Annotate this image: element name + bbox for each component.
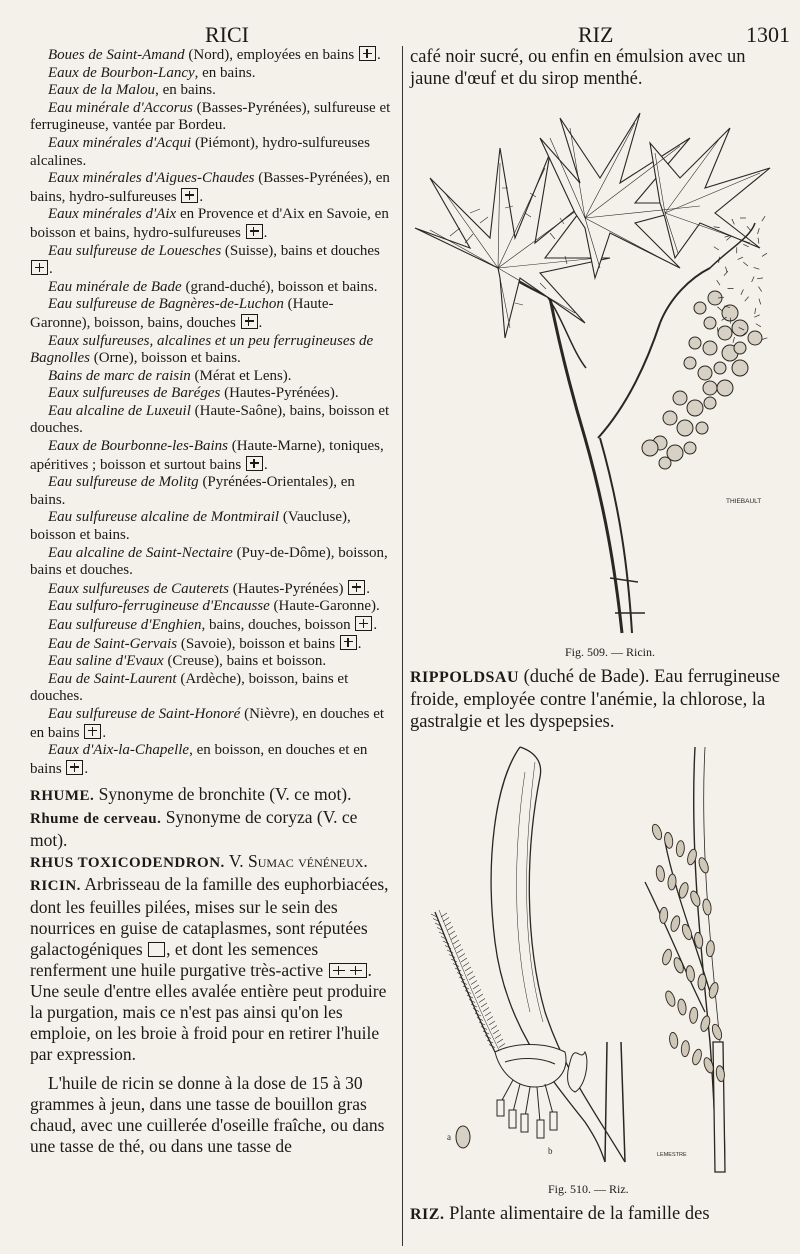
water-details: (Hautes-Pyrénées) [228, 580, 344, 597]
ricin-continuation: café noir sucré, ou enfin en émulsion avec un jaune d'œuf et du sirop menthé. [410, 47, 746, 89]
entry-ricin-text-1: Arbrisseau de la famille des euphorbiacées, dont les feuilles pilées, mises sur le sein des nourrices en guise de cataplasmes, sont réputées galactogéniques [30, 874, 389, 960]
plus-box-icon [181, 188, 198, 203]
mineral-water-entry [30, 545, 392, 580]
column-divider [402, 46, 403, 1246]
water-details: (grand-duché), boisson et bains. [181, 278, 378, 295]
plus-box-icon [348, 580, 365, 595]
water-name: Eau sulfureuse de Louesches [48, 242, 222, 259]
water-details: (Orne), boisson et bains. [90, 350, 241, 367]
water-name: Eaux minérales d'Aix [48, 206, 177, 223]
water-details: (Pyrénées-Orientales), en bains. [30, 474, 355, 508]
entry-ricin [30, 874, 392, 1065]
water-details: (Haute-Marne), toniques, apéritives ; boisson et surtout bains [30, 438, 384, 473]
water-details: (Vaucluse), boisson et bains. [30, 509, 351, 544]
water-details: (Creuse), bains et boisson. [163, 653, 327, 670]
entry-rippoldsau-head: RIPPOLDSAU [410, 669, 520, 686]
page-header [0, 10, 800, 47]
mineral-water-entry [30, 598, 392, 616]
entry-rippoldsau-text: (duché de Bade). Eau ferrugineuse froide, employée contre l'anémie, la chlorose, la gastralgie et les dyspepsies. [410, 667, 780, 732]
mineral-water-entry: Eau sulfureuse de Louesches (Suisse), bains et douches . [30, 243, 392, 279]
ricin-plant-illustration [410, 108, 800, 638]
water-details: (Mérat et Lens). [190, 367, 292, 384]
entry-riz-text: Plante alimentaire de la famille des [444, 1204, 710, 1224]
mineral-water-entry: Eaux sulfureuses de Cauterets (Hautes-Pyrénées) . [48, 580, 370, 597]
mineral-water-entry [30, 368, 392, 386]
entry-rhume-cerveau-head: Rhume de cerveau. [30, 811, 162, 828]
water-details: , en boisson, en douches et en bains [30, 742, 368, 777]
running-head-left: RICI [205, 22, 249, 47]
water-name: Eau de Saint-Laurent [48, 670, 177, 687]
fruit-capsules [642, 291, 762, 469]
entry-ricin-head: RICIN. [30, 878, 81, 895]
page-number: 1301 [746, 22, 790, 47]
mineral-water-entry: Eaux d'Aix-la-Chapelle, en boisson, en douches et en bains . [30, 742, 368, 777]
water-name: Eau minérale d'Accorus [48, 99, 193, 116]
entry-rhus-head: RHUS TOXICODENDRON. [30, 855, 225, 872]
fig510-label-b: b [548, 1146, 553, 1156]
mineral-water-entry [30, 653, 392, 671]
entry-rippoldsau [410, 666, 790, 733]
right-column [410, 46, 790, 90]
entry-riz [410, 1203, 790, 1226]
entry-rhume-cerveau-text: Synonyme de coryza (V. ce mot). [30, 807, 358, 851]
water-name: Eaux minérales d'Aigues-Chaudes [48, 170, 255, 187]
mineral-water-entry [30, 671, 392, 706]
fig510-caption: Fig. 510. — Riz. [548, 1182, 629, 1196]
plus-box-icon [84, 724, 101, 739]
water-details: , bains, douches, boisson [201, 617, 351, 633]
mineral-water-entry: Eau sulfureuse de Saint-Honoré (Nièvre), en douches et en bains . [30, 705, 385, 741]
water-name: Eau de Saint-Gervais [48, 635, 178, 652]
mineral-water-entry: Eaux de Bourbonne-les-Bains (Haute-Marne), toniques, apéritives ; boisson et surtout bains . [30, 438, 384, 473]
mineral-water-entry [30, 333, 392, 368]
plus-box-icon [359, 46, 376, 61]
water-name: Eau sulfuro-ferrugineuse d'Encausse [48, 598, 270, 615]
entry-rhume-text: Synonyme de bronchite (V. ce mot). [94, 784, 352, 805]
water-details: en Provence et d'Aix en Savoie, en boisson et bains, hydro-sulfureuses [30, 206, 389, 241]
water-name: Eau minérale de Bade [48, 278, 182, 295]
mineral-water-entry [30, 474, 392, 509]
mineral-water-entry [30, 65, 392, 83]
water-name: Eaux de la Malou [48, 82, 156, 99]
entry-ricin-text-3: . Une seule d'entre elles avalée entière peut produire la purgation, mais ce n'est pas ainsi qu'on les emploie, on les broie à froid pour en retirer l'huile par expression. [30, 960, 387, 1065]
water-details: (Nièvre), en douches et en bains [30, 705, 385, 741]
mineral-waters-list [30, 46, 392, 778]
water-name: Eau saline d'Evaux [48, 653, 164, 670]
plus-box-icon [246, 456, 263, 471]
plus-box-icon [241, 314, 258, 329]
water-details: (Haute-Garonne), boisson, bains, douches [30, 296, 334, 331]
entry-ricin-text-2: , et dont les semences renferment une huile purgative très-active [30, 939, 324, 981]
plus-box-icon [340, 635, 357, 650]
water-details: (Piémont), hydro-sulfureuses alcalines. [30, 134, 370, 169]
water-name: Eaux sulfureuses de Cauterets [48, 580, 229, 597]
water-name: Eau sulfureuse de Molitg [48, 474, 199, 491]
water-name: Eaux sulfureuses de Baréges [48, 385, 221, 402]
double-plus-box-icon [329, 963, 367, 978]
mineral-water-entry: Eau sulfureuse de Bagnères-de-Luchon (Haute-Garonne), boisson, bains, douches . [30, 296, 334, 331]
entry-rhume-cerveau [30, 807, 392, 851]
water-name: Eaux sulfureuses, alcalines et un peu ferrugineuses de Bagnolles [30, 332, 374, 367]
water-details: , en bains. [194, 64, 256, 81]
plus-box-icon [246, 224, 263, 239]
mineral-water-entry [30, 82, 392, 100]
water-details: (Ardèche), boisson, bains et douches. [30, 670, 349, 705]
running-head-right: RIZ [578, 22, 614, 47]
water-name: Eau sulfureuse de Saint-Honoré [48, 705, 241, 722]
fig509-signature: THIEBAULT [726, 498, 762, 505]
empty-square-icon [148, 942, 165, 957]
water-details: (Suisse), bains et douches [221, 242, 380, 259]
water-name: Eau sulfureuse de Bagnères-de-Luchon [48, 296, 284, 313]
mineral-water-entry [30, 279, 392, 297]
mineral-water-entry: Boues de Saint-Amand (Nord), employées en bains . [48, 47, 381, 63]
plus-box-icon [31, 260, 48, 275]
water-details: (Basses-Pyrénées), en bains, hydro-sulfureuses [30, 170, 390, 205]
entry-rhume [30, 784, 392, 807]
entry-rhus-text: V. Sumac vénéneux. [224, 851, 368, 872]
entry-riz-head: RIZ. [410, 1206, 445, 1223]
water-name: Eau alcaline de Saint-Nectaire [48, 544, 233, 561]
entry-rhus [30, 851, 392, 874]
mineral-water-entry [30, 100, 392, 135]
water-details: (Basses-Pyrénées), sulfureuse et ferrugineuse, vantée par Bordeu. [30, 99, 391, 134]
mineral-water-entry: Eaux minérales d'Aigues-Chaudes (Basses-Pyrénées), en bains, hydro-sulfureuses . [30, 170, 390, 205]
plus-box-icon [66, 760, 83, 775]
water-name: Eau sulfureuse d'Enghien [48, 617, 202, 633]
water-details: (Haute-Saône), bains, boisson et douches. [30, 402, 390, 437]
fig510-label-a: a [447, 1132, 451, 1142]
water-name: Eaux minérales d'Acqui [48, 134, 192, 151]
mineral-water-entry [30, 135, 392, 170]
mineral-water-entry [30, 385, 392, 403]
mineral-water-entry: Eaux minérales d'Aix en Provence et d'Aix en Savoie, en boisson et bains, hydro-sulfureuses . [30, 206, 389, 241]
water-name: Eaux de Bourbon-Lancy [48, 64, 195, 81]
water-details: (Puy-de-Dôme), boisson, bains et douches. [30, 544, 388, 579]
water-name: Eaux de Bourbonne-les-Bains [48, 438, 228, 455]
ricin-oil-paragraph: L'huile de ricin se donne à la dose de 15 à 30 grammes à jeun, dans une tasse de bouillon gras chaud, avec une cuillerée d'oseille fraîche, ou dans une tasse de thé, ou dans une tasse de [30, 1073, 385, 1157]
mineral-water-entry: Eau sulfureuse d'Enghien, bains, douches, boisson . [48, 617, 378, 633]
water-name: Eau alcaline de Luxeuil [48, 402, 191, 419]
fig509-caption: Fig. 509. — Ricin. [565, 645, 656, 659]
water-name: Eau sulfureuse alcaline de Montmirail [48, 509, 280, 526]
water-name: Boues de Saint-Amand [48, 47, 185, 63]
mineral-water-entry: Eau de Saint-Gervais (Savoie), boisson et bains . [48, 635, 362, 652]
water-details: (Hautes-Pyrénées). [220, 385, 339, 402]
water-details: (Nord), employées en bains [184, 47, 355, 63]
water-details: (Savoie), boisson et bains [177, 635, 336, 652]
fig510-signature: LEMESTRE [657, 1152, 687, 1158]
rice-plant-illustration [425, 742, 775, 1180]
water-name: Bains de marc de raisin [48, 367, 191, 384]
left-column [30, 46, 392, 1157]
water-details: , en bains. [155, 82, 216, 99]
water-name: Eaux d'Aix-la-Chapelle [48, 742, 190, 759]
entry-rhume-head: RHUME. [30, 788, 95, 805]
plus-box-icon [355, 616, 372, 631]
mineral-water-entry [30, 509, 392, 544]
mineral-water-entry [30, 403, 392, 438]
water-details: (Haute-Garonne). [269, 598, 380, 615]
